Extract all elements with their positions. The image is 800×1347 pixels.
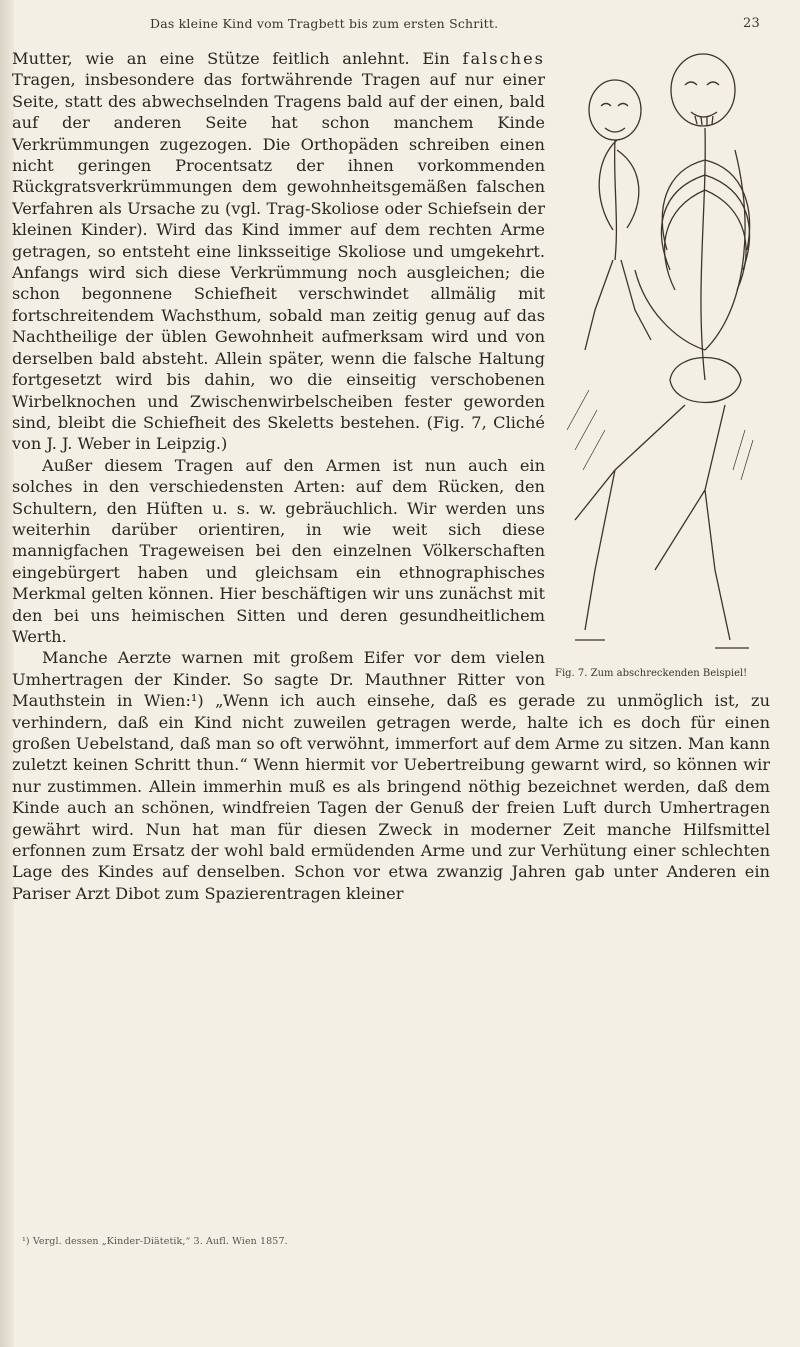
paragraph-2: Außer diesem Tragen auf den Armen ist nun auch ein solches in den verschiedensten Arten: auf dem Rücken, den Schultern, den Hüften u. s. w. gebräuchlich. Wir werden uns weiterhin darüber orientiren, in wie weit sich diese mannigfachen Trageweisen bei den einzelnen Völkerschaften eingebürgert haben und gleichsam ein ethnographisches Merkmal gelten können. Hier beschäftigen wir uns zunächst mit den bei uns heimischen Sitten und deren gesundheitlichem Werth. bbox=[12, 455, 545, 646]
paragraph-1-part-b: Tragen, insbesondere das fortwährende Tragen auf nur einer Seite, statt des abwechselnden Tragens bald auf der einen, bald auf der anderen Seite hat schon manchem Kinde Verkrümmungen zugezogen. Die Orthopäden schreiben einen nicht geringen Procentsatz der ihnen vorkommenden Rückgratsverkrümmungen dem gewohnheitsgemäßen falschen Verfahren als Ursache zu (vgl. Trag-Skoliose oder Schiefsein der kleinen Kinder). Wird das Kind immer auf dem rechten Arme getragen, so entsteht eine linksseitige Skoliose und umgekehrt. Anfangs wird sich diese Verkrümmung noch ausgleichen; die schon begonnene Schiefheit verschwindet allmälig mit fortschreitendem Wachsthum, sobald man zeitig genug auf das Nachtheilige der üblen Gewohnheit aufmerksam wird und von derselben bald absteht. Allein später, wenn die falsche Haltung fortgesetzt wird bis dahin, wo die einseitig verschobenen Wirbelknochen und Zwischenwirbelscheiben fester geworden sind, bleibt die Schiefheit des Skeletts bestehen. (Fig. 7, Cliché von J. J. Weber in Leipzig.) bbox=[12, 70, 545, 454]
figure-skeleton-illustration bbox=[555, 50, 770, 680]
paragraph-3: Manche Aerzte warnen mit großem Eifer vor dem vielen Umhertragen der Kinder. So sagte Dr. Mauthner Ritter von Mauthstein in Wien:¹) „Wenn ich auch einsehe, daß es gerade zu unmöglich ist, zu verhindern, daß ein Kind nicht zuweilen getragen werde, halte ich es doch für einen großen Uebelstand, daß man so oft verwöhnt, immerfort auf dem Arme zu sitzen. Man kann zuletzt keinen Schritt thun.“ Wenn hiermit vor Uebertreibung gewarnt wird, so können wir nur zustimmen. Allein immerhin muß es als bringend nöthig bezeichnet werden, daß dem Kinde auch an schönen, windfreien Tagen der Genuß der freien Luft durch Umhertragen gewährt wird. Nun hat man für diesen Zweck in moderner Zeit manche Hilfsmittel erfonnen zum Ersatz der wohl bald ermüdenden Arme und zur Verhütung einer schlechten Lage des Kindes auf denselben. Schon vor etwa zwanzig Jahren gab unter Anderen ein Pariser Arzt Dibot zum Spazierentragen kleiner bbox=[12, 648, 770, 903]
figure-caption-text: Zum abschreckenden Beispiel! bbox=[590, 668, 748, 679]
body-text bbox=[12, 48, 770, 904]
figure-caption bbox=[555, 668, 770, 680]
figure-label: Fig. 7. bbox=[555, 668, 588, 679]
paragraph-1-part-a: Mutter, wie an eine Stütze feitlich anlehnt. Ein bbox=[12, 49, 463, 68]
paragraph-1-emphasis: falsches bbox=[462, 49, 545, 68]
running-title: Das kleine Kind vom Tragbett bis zum ersten Schritt. bbox=[150, 16, 499, 31]
footnote: ¹) Vergl. dessen „Kinder-Diätetik,“ 3. Aufl. Wien 1857. bbox=[22, 1236, 288, 1247]
skeleton-engraving bbox=[555, 50, 770, 655]
running-header bbox=[150, 16, 760, 36]
page-number: 23 bbox=[743, 16, 760, 31]
